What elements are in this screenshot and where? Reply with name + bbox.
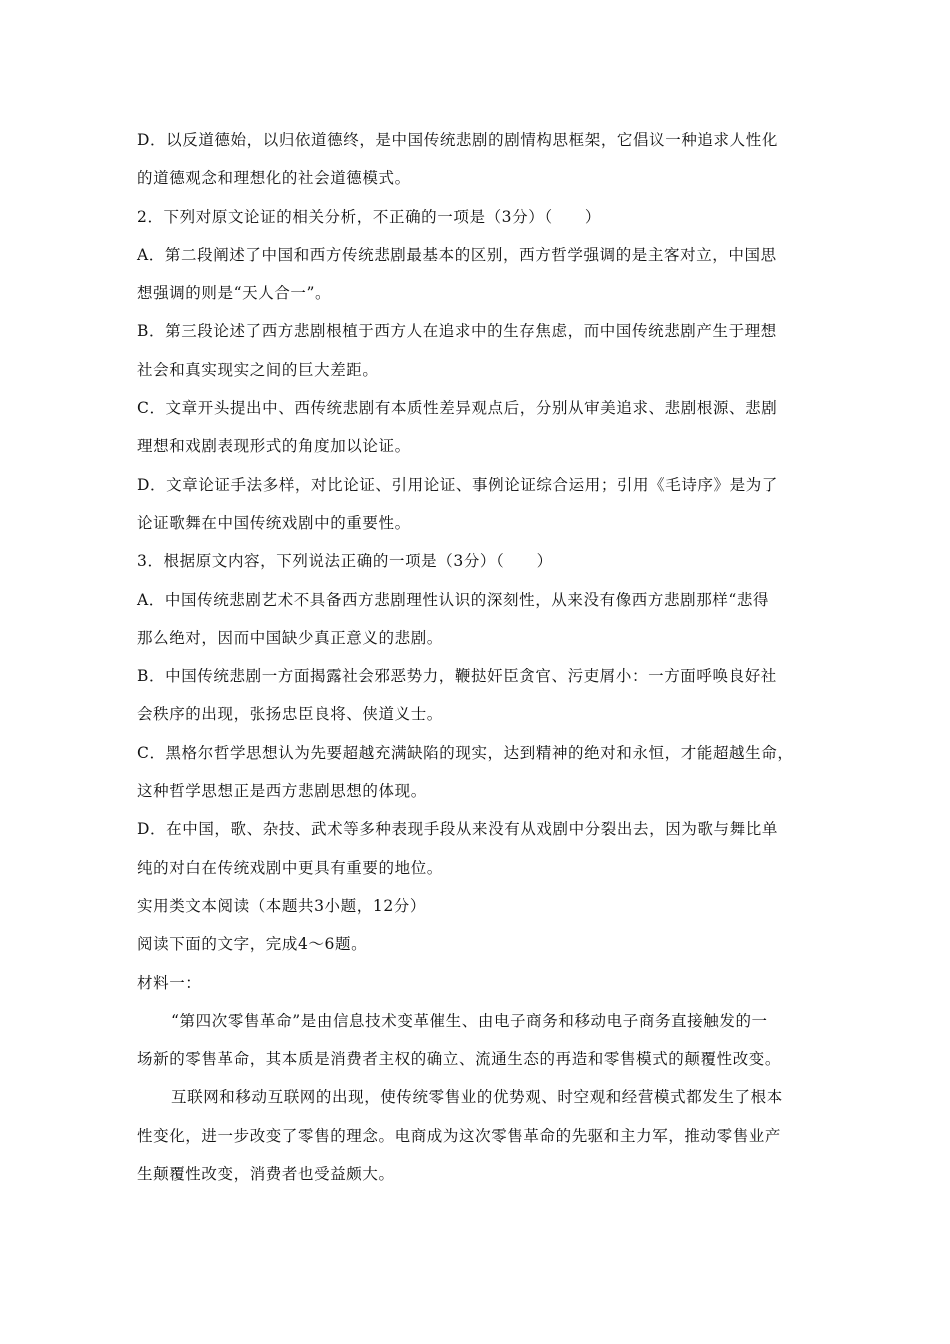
q2-option-c-line-2: 理想和戏剧表现形式的角度加以论证。 (137, 437, 411, 456)
option-d-line-1: D．以反道德始，以归依道德终，是中国传统悲剧的剧情构思框架，它倡议一种追求人性化 (137, 131, 778, 149)
q2-option-d-line-1: D．文章论证手法多样，对比论证、引用论证、事例论证综合运用；引用《毛诗序》是为了 (137, 475, 778, 494)
q3-option-c-line-2: 这种哲学思想正是西方悲剧思想的体现。 (137, 782, 427, 801)
question-3-stem: 3．根据原文内容，下列说法正确的一项是（3分）（ ） (137, 552, 553, 571)
document-body (137, 121, 817, 1193)
q2-option-a-line-2: 想强调的则是“天人合一”。 (137, 284, 332, 303)
q3-option-a-line-2: 那么绝对，因而中国缺少真正意义的悲剧。 (137, 628, 443, 647)
q2-option-a-line-1: A．第二段阐述了中国和西方传统悲剧最基本的区别，西方哲学强调的是主客对立，中国思 (137, 245, 777, 264)
material-para-2-line-2: 性变化，进一步改变了零售的理念。电商成为这次零售革命的先驱和主力军，推动零售业产 (137, 1126, 782, 1145)
q3-option-b-line-2: 会秩序的出现，张扬忠臣良将、侠道义士。 (137, 705, 443, 724)
question-2-stem: 2．下列对原文论证的相关分析，不正确的一项是（3分）（ ） (137, 207, 601, 226)
material-para-1-line-2: 场新的零售革命，其本质是消费者主权的确立、流通生态的再造和零售模式的颠覆性改变。 (137, 1050, 782, 1069)
q3-option-a-line-1: A．中国传统悲剧艺术不具备西方悲剧理性认识的深刻性，从来没有像西方悲剧那样“悲得 (137, 590, 770, 609)
material-para-2-line-1: 互联网和移动互联网的出现，使传统零售业的优势观、时空观和经营模式都发生了根本 (171, 1088, 783, 1107)
material-para-2-line-3: 生颠覆性改变，消费者也受益颇大。 (137, 1165, 395, 1184)
q3-option-c-line-1: C．黑格尔哲学思想认为先要超越充满缺陷的现实，达到精神的绝对和永恒，才能超越生命， (137, 743, 794, 762)
reading-instruction: 阅读下面的文字，完成4～6题。 (137, 935, 368, 954)
material-para-1-line-1: “第四次零售革命”是由信息技术变革催生、由电子商务和移动电子商务直接触发的一 (171, 1011, 768, 1030)
q3-option-d-line-1: D．在中国，歌、杂技、武术等多种表现手段从来没有从戏剧中分裂出去，因为歌与舞比单 (137, 820, 778, 839)
section-heading: 实用类文本阅读（本题共3小题，12分） (137, 896, 426, 915)
option-d-line-2: 的道德观念和理想化的社会道德模式。 (137, 169, 411, 188)
q3-option-d-line-2: 纯的对白在传统戏剧中更具有重要的地位。 (137, 858, 443, 877)
q2-option-c-line-1: C．文章开头提出中、西传统悲剧有本质性差异观点后，分别从审美追求、悲剧根源、悲剧 (137, 399, 778, 418)
q2-option-b-line-1: B．第三段论述了西方悲剧根植于西方人在追求中的生存焦虑，而中国传统悲剧产生于理想 (137, 322, 777, 341)
material-one-label: 材料一： (137, 973, 202, 992)
q2-option-d-line-2: 论证歌舞在中国传统戏剧中的重要性。 (137, 513, 411, 532)
q3-option-b-line-1: B．中国传统悲剧一方面揭露社会邪恶势力，鞭挞奸臣贪官、污吏屑小：一方面呼唤良好社 (137, 667, 777, 686)
q2-option-b-line-2: 社会和真实现实之间的巨大差距。 (137, 360, 379, 379)
